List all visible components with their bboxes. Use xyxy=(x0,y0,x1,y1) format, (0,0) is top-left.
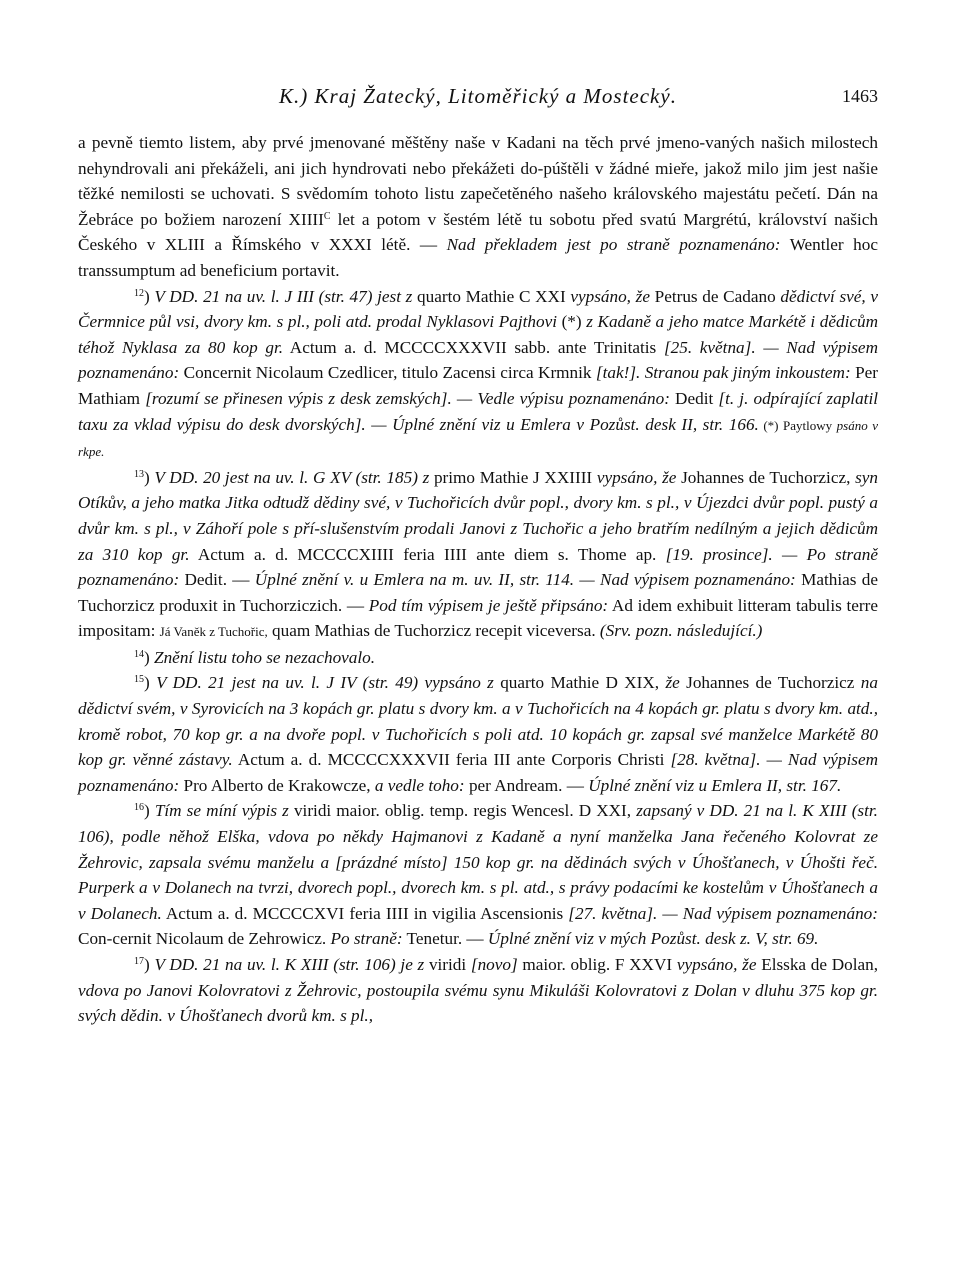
text-segment: Actum a. d. MCCCCXVI feria IIII in vigilia Ascensionis xyxy=(161,903,569,923)
running-title: K.) Kraj Žatecký, Litoměřický a Mostecký. xyxy=(279,84,677,108)
text-segment: Znění listu toho se nezachovalo. xyxy=(154,647,376,667)
footnote-paragraph xyxy=(78,798,878,952)
page-header xyxy=(78,84,878,114)
text-segment: maior. oblig. F XXVI xyxy=(517,955,677,974)
text-segment: [rozumí se přinesen výpis z desk zemských]. — Vedle výpisu poznamenáno: xyxy=(145,388,670,408)
text-segment: Pod tím výpisem je ještě připsáno: xyxy=(368,595,609,615)
text-segment: Johannes de Tuchorzicz, xyxy=(676,467,856,487)
text-segment: Per Mathiam xyxy=(78,363,879,408)
text-segment: [28. května]. — Nad výpisem poznamenáno: xyxy=(78,750,878,795)
text-segment: a pevně tiemto listem, aby prvé jmenované měštěny naše v Kadani na těch prvé jmeno-vaných našich milostech nehyndrovali ani překáželi, ani jich hyndrovati nebo překážeti do-púštěli v žádné mieře, jakož milo jim jest našie těžké nemilosti se uchovati. S svědomím tohoto listu zapečetěného našeho královského majestátu pečetí. Dán na Žebráce po božiem narození XIIII xyxy=(78,133,878,229)
text-segment: zapsaný v DD. 21 na l. K XIII (str. 106), podle něhož Elška, vdova po někdy Hajmanovi z Kadaně a nyní manželka Jana řečeného Kolovrat ze Žehrovic, zapsala svému manželu a [prázdné místo] 150 kop gr. na dědinách svých v Úhošťanech, v Úhošti řeč. Purperk a v Dolanech na tvrzi, dvorech popl., dvorech km. s pl. atd., s právy podacími ke kostelům v Úhošťanech a v Dolanech. xyxy=(78,801,878,923)
text-segment: ) xyxy=(144,467,155,487)
text-segment: Úplné znění v. u Emlera na m. uv. II, str. 114. — Nad výpisem poznamenáno: xyxy=(254,570,796,590)
text-segment: Mathias de Tuchorzicz produxit in Tuchorziczich. — xyxy=(78,570,878,615)
text-segment: (*) Paytlowy xyxy=(758,417,837,433)
footnote-number: 17 xyxy=(134,956,144,967)
footnote-number: 16 xyxy=(134,802,144,814)
page-number: 1463 xyxy=(842,86,878,106)
text-segment: na dědictví svém, v Syrovicích na 3 kopách gr. platu s dvory km. a v Tuchořicích na 4 kopách gr. platu s dvory km. atd., kromě robot, 70 kop gr. a na dvoře popl. v Tuchořicích s poli atd. 10 kopách gr. zapsal své manželce Markétě 80 kop gr. věnné zástavy. xyxy=(78,673,878,770)
text-segment: (*) xyxy=(556,312,587,332)
text-segment: quarto Mathie D XIX, xyxy=(493,673,666,693)
text-segment: V DD. 20 jest na uv. l. G XV (str. 185) z xyxy=(154,467,430,487)
text-segment: vypsáno, že xyxy=(570,286,650,306)
text-segment: Já Vaněk z Tuchořic, xyxy=(159,624,268,640)
footnote-paragraph xyxy=(78,670,878,798)
text-segment: [novo] xyxy=(470,955,518,974)
footnote-paragraph xyxy=(78,284,878,465)
text-segment: Tenetur. — xyxy=(402,929,488,949)
text-segment: quam Mathias de Tuchorzicz recepit viceversa. xyxy=(267,621,600,641)
text-segment: viridi maior. oblig. temp. regis Wencesl. D XXI, xyxy=(288,801,637,821)
text-segment: V DD. 21 jest na uv. l. J IV (str. 49) vypsáno z xyxy=(156,673,494,693)
footnote-number: 12 xyxy=(134,287,144,299)
text-paragraph xyxy=(78,130,878,284)
text-segment: Dedit. — xyxy=(179,570,255,590)
body-text xyxy=(78,130,878,1029)
text-segment: Dedit xyxy=(669,388,719,408)
text-segment: [27. května]. — Nad výpisem poznamenáno: xyxy=(568,903,878,923)
text-segment: Tím se míní výpis z xyxy=(154,801,289,821)
text-segment: Elsska de Dolan, xyxy=(756,955,879,974)
text-segment: viridi xyxy=(424,955,471,974)
text-segment: let a potom v šestém létě tu sobotu před svatú Margrétú, království našich Českého v XLIII a Římského v XXXI létě. — xyxy=(78,209,878,255)
text-segment: vypsáno, že xyxy=(676,955,757,974)
text-segment: že xyxy=(665,673,680,693)
footnote-number: 13 xyxy=(134,468,144,480)
text-segment: ) xyxy=(144,286,155,306)
text-segment: [19. prosince]. — Po straně poznamenáno: xyxy=(78,544,878,590)
footnote-number: C xyxy=(323,210,331,222)
text-segment: Wentler hoc transsumptum ad beneficium portavit. xyxy=(78,235,878,280)
text-segment: Actum a. d. MCCCCXXXVII sabb. ante Trinitatis xyxy=(283,337,664,357)
footnote-number: 15 xyxy=(134,674,144,686)
text-segment: vdova po Janovi Kolovratovi z Žehrovic, postoupila svému synu Mikuláši Kolovratovi z Dolan v dluhu 375 kop gr. svých dědin. v Úhošťanech dvorů km. s pl., xyxy=(78,980,878,1026)
text-segment: ) xyxy=(144,955,155,974)
text-segment: Ad idem exhibuit litteram tabulis terre impositam: xyxy=(78,595,878,641)
text-segment: V DD. 21 na uv. l. J III (str. 47) jest z xyxy=(154,286,413,306)
text-segment: Úplné znění viz v mých Pozůst. desk z. V, str. 69. xyxy=(487,929,819,949)
text-segment: Concernit Nicolaum Czedlicer, titulo Zacensi circa Krmnik xyxy=(179,363,596,383)
text-segment: ) xyxy=(144,673,157,693)
text-segment: dědictví své, v Čermnice půl vsi, dvory km. s pl., poli atd. prodal Nyklasovi Pajthovi xyxy=(78,286,878,332)
text-segment: quarto Mathie C XXI xyxy=(412,286,571,306)
text-segment: psáno v rkpe. xyxy=(78,417,878,460)
text-segment: per Andream. — xyxy=(464,775,589,795)
text-segment: Actum a. d. MCCCCXXXVII feria III ante Corporis Christi xyxy=(232,750,671,770)
text-segment: a vedle toho: xyxy=(374,775,465,795)
text-segment: (Srv. pozn. následující.) xyxy=(599,621,763,641)
text-segment: Po straně: xyxy=(330,929,403,949)
text-segment: syn Otíkův, a jeho matka Jitka odtudž dědiny své, v Tuchořicích dvůr popl., dvory km. s pl., v Újezdci dvůr popl. pustý a dvůr km. s pl., v Záhoří pole s pří-slušenstvím prodali Janovi z Tuchořic a jeho bratřím nedílným a jejich dědicům za 310 kop gr. xyxy=(78,467,878,564)
text-segment: Petrus de Cadano xyxy=(649,286,781,306)
text-segment: Pro Alberto de Krakowcze, xyxy=(179,775,375,795)
footnote-paragraph xyxy=(78,465,878,645)
footnote-number: 14 xyxy=(134,648,144,660)
text-segment: primo Mathie J XXIIII xyxy=(429,467,597,487)
footnote-paragraph xyxy=(78,645,878,671)
text-segment: ) xyxy=(144,801,155,821)
text-segment: Nad překladem jest po straně poznamenáno: xyxy=(446,235,781,255)
text-segment: vypsáno, že xyxy=(596,467,677,487)
footnote-paragraph xyxy=(78,952,878,1029)
text-segment: [25. května]. — Nad výpisem poznamenáno: xyxy=(78,337,878,383)
text-segment: Actum a. d. MCCCCXIIII feria IIII ante diem s. Thome ap. xyxy=(189,544,666,564)
text-segment: z Kadaně a jeho matce Markétě i dědicům téhož Nyklasa za 80 kop gr. xyxy=(78,312,878,357)
text-segment: [t. j. odpírající zaplatil taxu za vklad výpisu do desk dvorských]. — Úplné znění viz u Emlera v Pozůst. desk II, str. 166. xyxy=(78,388,878,434)
text-segment: Con-cernit Nicolaum de Zehrowicz. xyxy=(78,929,331,949)
text-segment: Johannes de Tuchorzicz xyxy=(679,673,861,693)
text-segment: ) xyxy=(144,647,155,667)
text-segment: [tak!]. Stranou pak jiným inkoustem: xyxy=(595,363,851,383)
text-segment: Úplné znění viz u Emlera II, str. 167. xyxy=(588,775,842,795)
text-segment: V DD. 21 na uv. l. K XIII (str. 106) je z xyxy=(154,955,425,974)
